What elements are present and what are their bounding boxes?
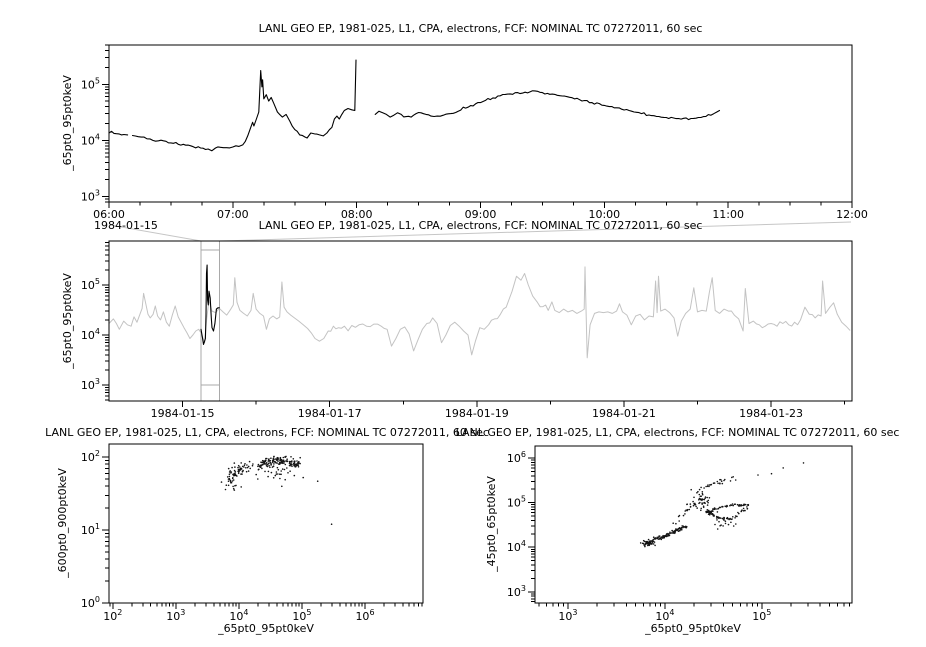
svg-text:102: $10^2$	[80, 449, 100, 465]
top-timeseries-plot-area[interactable]	[109, 45, 852, 202]
svg-text:09:00: 09:00	[464, 208, 497, 221]
svg-text:101: $10^1$	[80, 522, 100, 538]
svg-text:103: $10^3$	[506, 583, 526, 599]
svg-text:1984-01-17: 1984-01-17	[297, 407, 362, 420]
svg-text:11:00: 11:00	[712, 208, 745, 221]
svg-text:06:00: 06:00	[93, 208, 125, 221]
scatter-600-900-plot-area[interactable]	[109, 444, 423, 603]
svg-text:106: $10^6$	[355, 608, 375, 623]
scatter-left-x-axis-label: _65pt0_95pt0keV	[218, 622, 314, 635]
svg-text:1984-01-21: 1984-01-21	[591, 407, 656, 420]
svg-text:105: $10^5$	[752, 608, 772, 623]
svg-text:1984-01-23: 1984-01-23	[739, 407, 804, 420]
scatter-right-title: LANL GEO EP, 1981-025, L1, CPA, electrons, FCF: NOMINAL TC 07272011, 60 sec	[455, 426, 900, 439]
svg-text:104: $10^4$	[80, 327, 100, 342]
svg-text:105: $10^5$	[80, 76, 100, 92]
scatter-left-title: LANL GEO EP, 1981-025, L1, CPA, electrons, FCF: NOMINAL TC 07272011, 60 sec	[45, 426, 489, 439]
svg-text:10:00: 10:00	[588, 208, 621, 221]
svg-text:103: $10^3$	[166, 608, 186, 623]
svg-text:104: $10^4$	[80, 132, 100, 148]
svg-text:1984-01-19: 1984-01-19	[444, 407, 509, 420]
svg-text:104: $10^4$	[229, 608, 249, 623]
scatter-left-y-axis-label: _600pt0_900pt0keV	[56, 468, 69, 578]
top-plot-title: LANL GEO EP, 1981-025, L1, CPA, electrons, FCF: NOMINAL TC 07272011, 60 sec	[258, 22, 703, 35]
svg-text:104: $10^4$	[506, 539, 526, 555]
scatter-right-x-axis-label: _65pt0_95pt0keV	[645, 622, 741, 635]
svg-text:103: $10^3$	[558, 608, 578, 623]
svg-text:07:00: 07:00	[216, 208, 249, 221]
svg-text:105: $10^5$	[506, 494, 526, 510]
scatter-right-y-axis-label: _45pt0_65pt0keV	[485, 476, 498, 572]
scatter-45-65-plot-area[interactable]	[535, 446, 852, 603]
svg-text:100: $10^0$	[80, 595, 100, 610]
context-timeseries-plot-area[interactable]	[109, 241, 852, 401]
x-axis-date-label: 1984-01-15	[94, 219, 158, 232]
svg-text:1984-01-15: 1984-01-15	[150, 407, 215, 420]
svg-text:103: $10^3$	[80, 377, 100, 392]
svg-text:103: $10^3$	[80, 188, 100, 204]
context-plot-title: LANL GEO EP, 1981-025, L1, CPA, electrons, FCF: NOMINAL TC 07272011, 60 sec	[258, 219, 703, 232]
svg-text:12:00: 12:00	[836, 208, 868, 221]
svg-text:102: $10^2$	[103, 608, 123, 623]
svg-text:106: $10^6$	[506, 450, 526, 466]
svg-text:105: $10^5$	[80, 277, 100, 292]
svg-text:105: $10^5$	[292, 608, 312, 623]
svg-text:104: $10^4$	[655, 608, 675, 623]
svg-text:08:00: 08:00	[340, 208, 373, 221]
context-y-axis-label: _65pt0_95pt0keV	[61, 273, 74, 369]
top-y-axis-label: _65pt0_95pt0keV	[61, 75, 74, 171]
